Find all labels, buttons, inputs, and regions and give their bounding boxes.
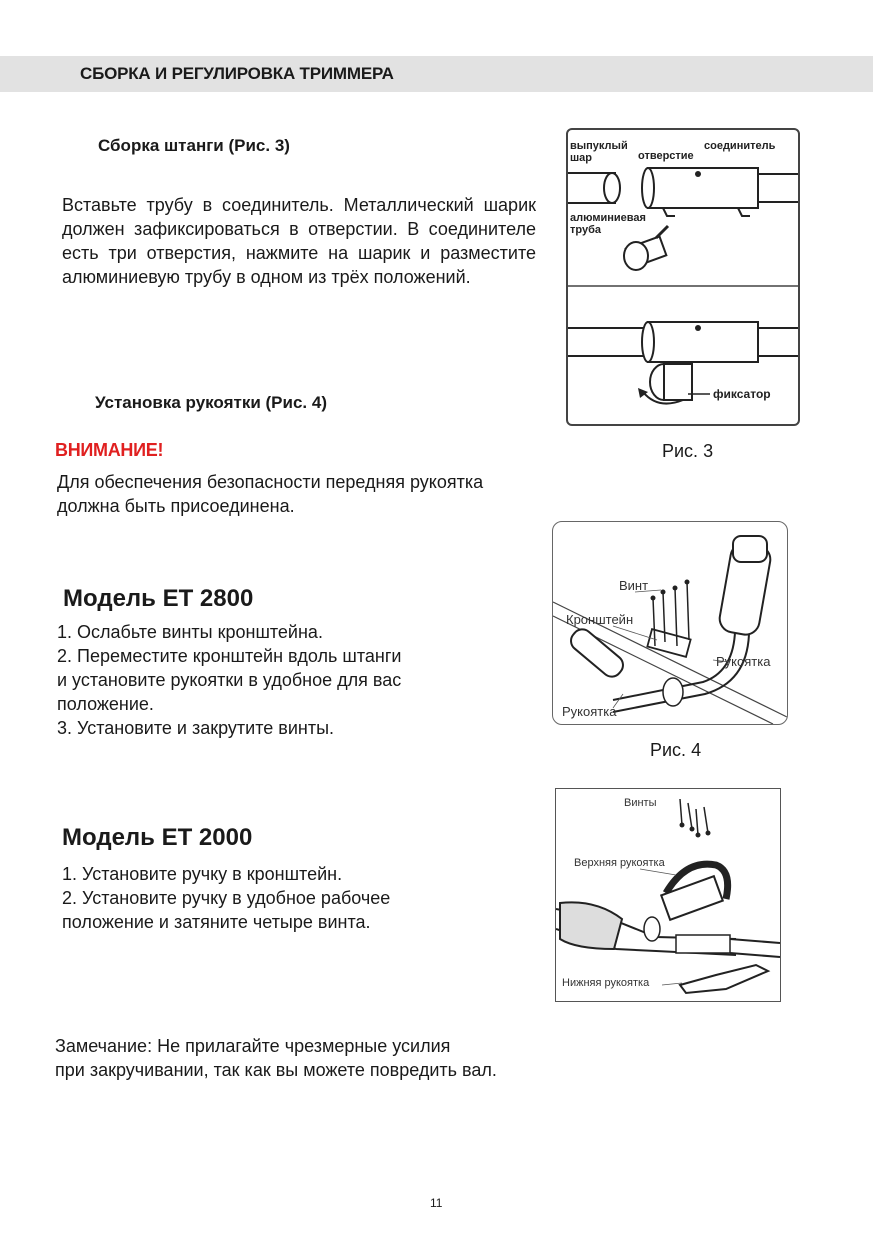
- note-text: [55, 1034, 497, 1082]
- step-line: и установите рукоятки в удобное для вас: [57, 670, 402, 690]
- section-title-shaft: Сборка штанги (Рис. 3): [98, 136, 290, 155]
- label-bracket: Кронштейн: [566, 612, 634, 627]
- label-ball: выпуклый шар: [570, 140, 628, 164]
- label-handle-left: Рукоятка: [562, 704, 617, 719]
- label-handle-right: Рукоятка: [716, 654, 771, 669]
- label-screws: Винты: [624, 797, 657, 809]
- label-lower-handle: Нижняя рукоятка: [562, 977, 650, 989]
- note-line: при закручивании, так как вы можете повредить вал.: [55, 1060, 497, 1080]
- model-2800-title: Модель ET 2800: [63, 585, 254, 612]
- label-tube: алюминиевая труба: [570, 212, 646, 236]
- model-2000-title: Модель ET 2000: [62, 824, 253, 851]
- label-screw: Винт: [619, 578, 649, 593]
- warning-line: должна быть присоединена.: [57, 496, 295, 516]
- label-connector: соединитель: [704, 140, 776, 152]
- label-upper-handle: Верхняя рукоятка: [574, 857, 665, 869]
- figure-3: [566, 128, 800, 426]
- label-lock: фиксатор: [713, 387, 771, 401]
- model-2000-steps: [62, 862, 390, 934]
- step-line: 2. Установите ручку в удобное рабочее: [62, 888, 391, 908]
- model-2800-steps: [57, 620, 401, 740]
- step-line: 1. Установите ручку в кронштейн.: [62, 864, 343, 884]
- step-line: 3. Установите и закрутите винты.: [57, 718, 335, 738]
- section-title-handle: Установка рукоятки (Рис. 4): [95, 393, 327, 412]
- label-hole: отверстие: [638, 150, 694, 162]
- warning-label: ВНИМАНИЕ!: [55, 440, 164, 460]
- figure-3-drawing: [568, 130, 798, 424]
- step-line: положение.: [57, 694, 154, 714]
- warning-text: [57, 470, 483, 518]
- step-line: 2. Переместите кронштейн вдоль штанги: [57, 646, 402, 666]
- step-line: 1. Ослабьте винты кронштейна.: [57, 622, 323, 642]
- figure-4-caption: Рис. 4: [650, 740, 702, 760]
- page-title: СБОРКА И РЕГУЛИРОВКА ТРИММЕРА: [80, 64, 394, 83]
- figure-4: [552, 521, 788, 725]
- note-line: Замечание: Не прилагайте чрезмерные усилия: [55, 1036, 451, 1056]
- shaft-paragraph: Вставьте трубу в соединитель. Металлический шарик должен зафиксироваться в отверстии. В соединителе есть три отверстия, нажмите на шарик и разместите алюминиевую трубу в одном из трёх положений.: [62, 195, 536, 287]
- step-line: положение и затяните четыре винта.: [62, 912, 371, 932]
- figure-5: [555, 788, 781, 1002]
- figure-5-drawing: [556, 789, 780, 1001]
- warning-line: Для обеспечения безопасности передняя рукоятка: [57, 472, 484, 492]
- page-number: 11: [430, 1196, 443, 1210]
- figure-3-caption: Рис. 3: [662, 441, 714, 461]
